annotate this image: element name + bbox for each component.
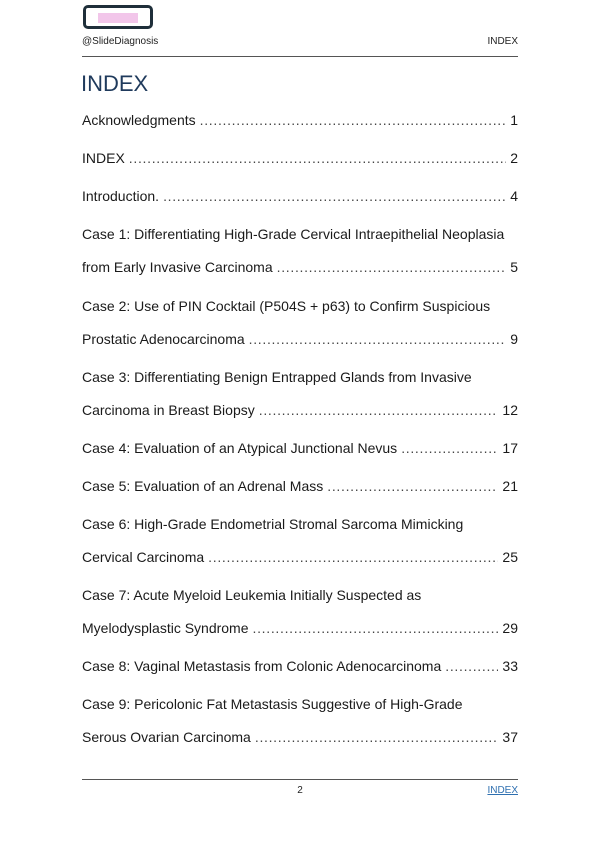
toc-page-number: 17	[502, 440, 518, 456]
toc-entry-title: Acknowledgments	[82, 112, 196, 128]
toc-entry-title: Serous Ovarian Carcinoma	[82, 729, 251, 745]
footer-page-number: 2	[297, 785, 303, 796]
toc-entry[interactable]	[82, 656, 518, 676]
toc-leader-dots	[445, 656, 498, 676]
toc-entry-title: Prostatic Adenocarcinoma	[82, 331, 245, 347]
toc-page-number: 21	[502, 478, 518, 494]
toc-page-number: 33	[502, 658, 518, 674]
toc-page-number: 12	[502, 402, 518, 418]
toc-entry-line: Case 2: Use of PIN Cocktail (P504S + p63) to Confirm Suspicious	[82, 298, 491, 314]
toc-page-number: 25	[502, 549, 518, 565]
toc-leader-dots	[129, 148, 506, 168]
toc-entry-row	[82, 618, 518, 638]
header-handle: @SlideDiagnosis	[82, 36, 159, 47]
toc-entry-line: Case 3: Differentiating Benign Entrapped Glands from Invasive	[82, 369, 472, 385]
toc-entry[interactable]	[82, 514, 518, 567]
toc-entry-title: INDEX	[82, 150, 125, 166]
toc-entry-row	[82, 110, 518, 130]
toc-page-number: 5	[510, 259, 518, 275]
toc-entry-title: Case 4: Evaluation of an Atypical Junctional Nevus	[82, 440, 398, 456]
toc-entry-row	[82, 438, 518, 458]
toc-entry[interactable]	[82, 367, 518, 420]
header-divider	[82, 56, 518, 57]
toc-leader-dots	[259, 400, 499, 420]
toc-leader-dots	[327, 476, 498, 496]
toc-entry-line: Case 9: Pericolonic Fat Metastasis Suggestive of High-Grade	[82, 696, 463, 712]
toc-entry-title: from Early Invasive Carcinoma	[82, 259, 273, 275]
toc-leader-dots	[253, 618, 499, 638]
toc-entry[interactable]	[82, 476, 518, 496]
toc-entry[interactable]	[82, 148, 518, 168]
toc-leader-dots	[401, 438, 498, 458]
toc-entry-row	[82, 186, 518, 206]
toc-page-number: 37	[502, 729, 518, 745]
toc-entry[interactable]	[82, 186, 518, 206]
toc-leader-dots	[249, 329, 507, 349]
toc-entry-line: Case 1: Differentiating High-Grade Cervical Intraepithelial Neoplasia	[82, 226, 505, 242]
toc-leader-dots	[200, 110, 507, 130]
toc-page-number: 2	[510, 150, 518, 166]
toc-entry[interactable]	[82, 585, 518, 638]
toc-entry-title: Myelodysplastic Syndrome	[82, 620, 249, 636]
toc-entry[interactable]	[82, 110, 518, 130]
toc-leader-dots	[277, 257, 507, 277]
toc-entry-row	[82, 329, 518, 349]
toc-leader-dots	[208, 547, 498, 567]
toc-page-number: 9	[510, 331, 518, 347]
page-title: INDEX	[81, 71, 149, 96]
toc-entry-title: Case 8: Vaginal Metastasis from Colonic Adenocarcinoma	[82, 658, 442, 674]
toc-entry[interactable]	[82, 296, 518, 349]
toc-entry[interactable]	[82, 694, 518, 747]
toc-leader-dots	[255, 727, 499, 747]
footer-divider	[82, 779, 518, 780]
toc-page-number: 4	[510, 188, 518, 204]
toc-page-number: 1	[510, 112, 518, 128]
toc-entry-row	[82, 476, 518, 496]
toc-entry-title: Carcinoma in Breast Biopsy	[82, 402, 255, 418]
toc-entry-title: Introduction.	[82, 188, 160, 204]
toc-entry-row	[82, 148, 518, 168]
logo-mark	[98, 13, 138, 23]
toc-entry[interactable]	[82, 438, 518, 458]
toc-entry-row	[82, 656, 518, 676]
toc-page-number: 29	[502, 620, 518, 636]
toc-entry-title: Cervical Carcinoma	[82, 549, 205, 565]
logo	[83, 5, 153, 29]
footer-index-link[interactable]: INDEX	[487, 785, 518, 796]
toc-entry-title: Case 5: Evaluation of an Adrenal Mass	[82, 478, 324, 494]
toc-entry-row	[82, 400, 518, 420]
toc-entry-row	[82, 547, 518, 567]
toc-entry-line: Case 6: High-Grade Endometrial Stromal Sarcoma Mimicking	[82, 516, 464, 532]
header-section-title: INDEX	[487, 36, 518, 47]
toc-entry-line: Case 7: Acute Myeloid Leukemia Initially Suspected as	[82, 587, 422, 603]
toc-entry-row	[82, 727, 518, 747]
toc-entry-row	[82, 257, 518, 277]
toc-entry[interactable]	[82, 224, 518, 277]
toc-leader-dots	[163, 186, 506, 206]
